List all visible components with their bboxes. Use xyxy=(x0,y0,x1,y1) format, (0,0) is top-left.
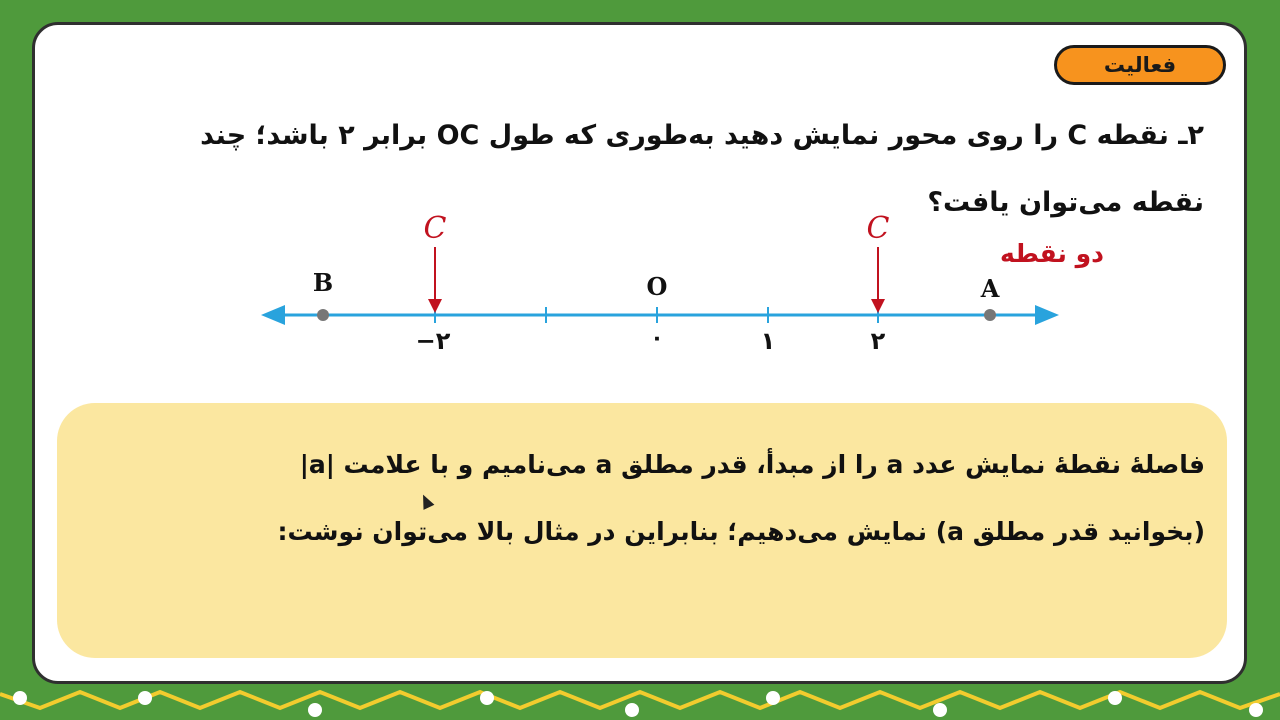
decorative-bottom-border xyxy=(0,684,1280,720)
axis-left-arrow-icon xyxy=(261,305,285,325)
c-right-label: C xyxy=(866,211,890,246)
definition-line-1: فاصلهٔ نقطهٔ نمایش عدد a را از مبدأ، قدر مطلق a می‌نامیم و با علامت |a| xyxy=(299,450,1205,479)
number-line xyxy=(35,25,1247,385)
question-line-1: ۲ـ نقطه C را روی محور نمایش دهید به‌طوری که طول OC برابر ۲ باشد؛ چند xyxy=(200,120,1204,151)
point-a-label: A xyxy=(980,274,1000,303)
point-o-label: O xyxy=(646,272,668,301)
axis-right-arrow-icon xyxy=(1035,305,1059,325)
slide-frame xyxy=(32,22,1247,684)
point-b-dot xyxy=(317,309,329,321)
answer-text: دو نقطه xyxy=(1000,239,1104,268)
point-b-label: B xyxy=(312,268,334,297)
tick-label-neg2: −۲ xyxy=(415,327,451,355)
c-right-arrow-icon xyxy=(871,299,885,313)
c-left-label: C xyxy=(423,211,447,246)
tick-label-1: ۱ xyxy=(760,327,776,355)
question-line-2: نقطه می‌توان یافت؟ xyxy=(927,187,1204,218)
definition-box xyxy=(57,403,1227,658)
activity-badge-label: فعالیت xyxy=(1103,53,1177,77)
tick-label-0: ۰ xyxy=(650,326,664,351)
definition-line-2: (بخوانید قدر مطلق a) نمایش می‌دهیم؛ بنابراین در مثال بالا می‌توان نوشت: xyxy=(277,517,1205,546)
point-a-dot xyxy=(984,309,996,321)
tick-label-2: ۲ xyxy=(870,327,886,355)
c-left-arrow-icon xyxy=(428,299,442,313)
